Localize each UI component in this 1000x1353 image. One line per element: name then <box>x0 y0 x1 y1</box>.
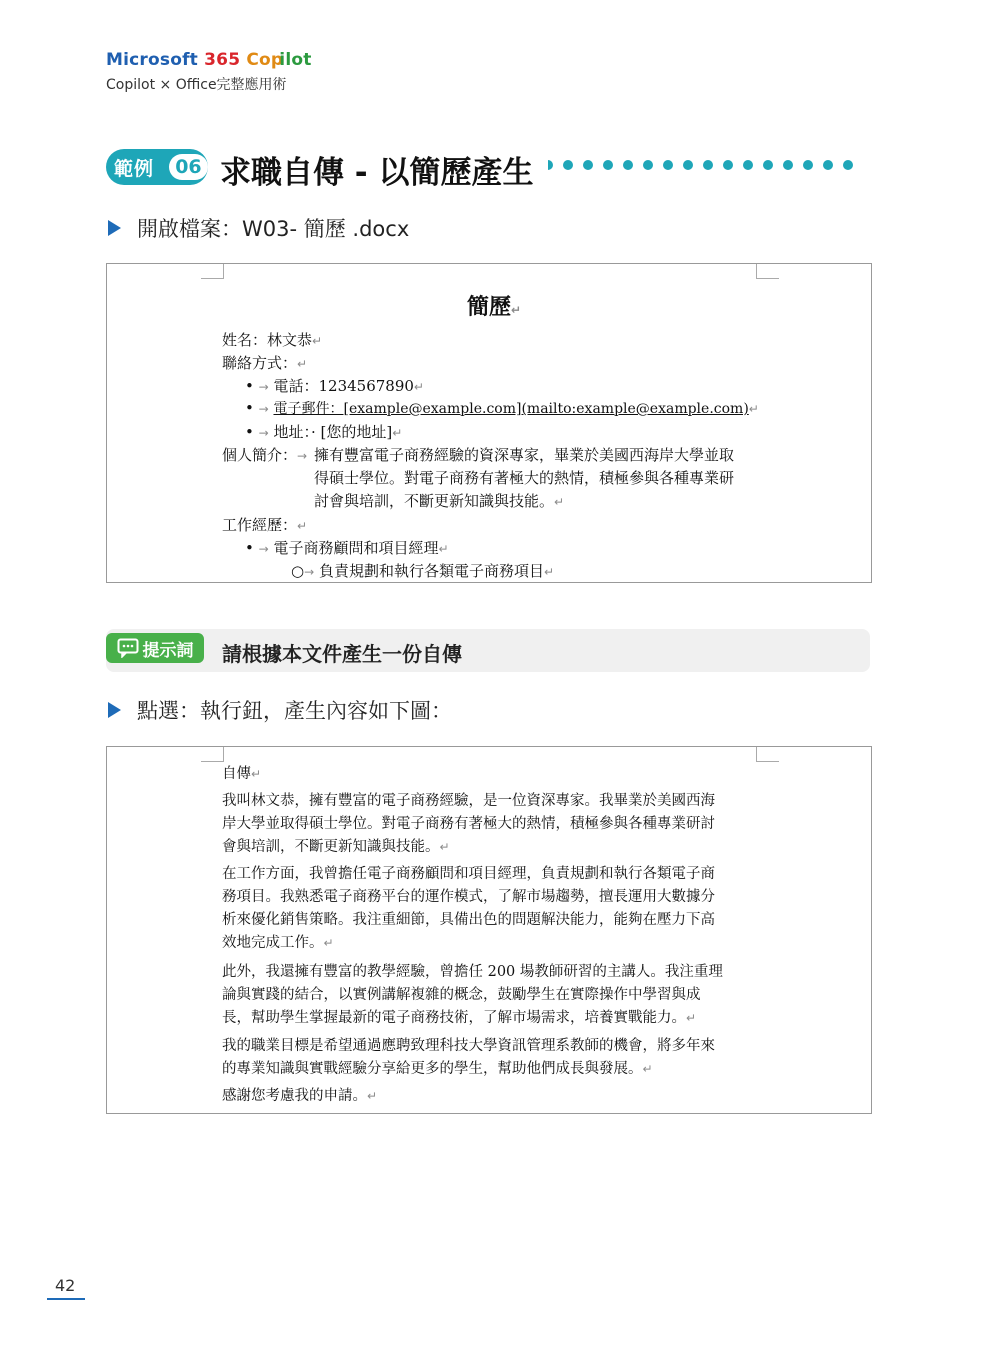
resume-contact-label: 聯絡方式：↵ <box>222 354 308 372</box>
example-badge <box>106 149 208 185</box>
page-number: 42 <box>55 1276 76 1295</box>
example-title: 求職自傳 - 以簡歷產生 <box>220 155 534 191</box>
email-link[interactable]: 電子郵件：[example@example.com](mailto:example@example.com) <box>273 401 749 417</box>
chat-bubble-icon <box>117 638 139 658</box>
example-badge-number: 06 <box>169 154 208 180</box>
prompt-badge <box>106 633 204 663</box>
book-title-365: 365 <box>204 50 241 70</box>
page-number-underline <box>47 1298 85 1300</box>
resume-work-label: 工作經歷：↵ <box>222 516 308 534</box>
book-subtitle: Copilot × Office完整應用術 <box>106 77 287 93</box>
book-title-microsoft: Microsoft <box>106 50 199 70</box>
resume-address-item: • → 地址：· [您的地址]↵ <box>245 423 403 441</box>
example-badge-label: 範例 <box>114 157 155 180</box>
resume-phone-item: • → 電話：1234567890↵ <box>245 377 424 395</box>
triangle-bullet-icon <box>108 220 121 236</box>
book-title-cop: Cop <box>246 50 284 70</box>
autobiography-document <box>106 746 872 1114</box>
step-open-file <box>108 213 409 243</box>
resume-name-line: 姓名：林文恭↵ <box>222 331 323 349</box>
prompt-badge-label: 提示詞 <box>142 640 194 661</box>
resume-profile-line-2: 得碩士學位。對電子商務有著極大的熱情，積極參與各種專業研 <box>314 469 735 487</box>
step-open-file-text: 開啟檔案：W03- 簡歷 .docx <box>137 217 410 241</box>
step-run-text: 點選：執行鈕，產生內容如下圖： <box>137 699 452 723</box>
resume-profile-line-1: 擁有豐富電子商務經驗的資深專家，畢業於美國西海岸大學並取 <box>314 446 735 464</box>
resume-job-desc-item: ○→ 負責規劃和執行各類電子商務項目↵ <box>291 562 555 580</box>
step-run <box>108 695 452 725</box>
autobiography-paragraph-4: 我的職業目標是希望通過應聘致理科技大學資訊管理系教師的機會，將多年來 的專業知識與實戰經驗分享給更多的學生，幫助他們成長與發展。↵ <box>222 1038 715 1077</box>
resume-profile-label: 個人簡介：→ <box>222 446 308 464</box>
autobiography-paragraph-2: 在工作方面，我曾擔任電子商務顧問和項目經理，負責規劃和執行各類電子商 務項目。我熟悉電子商務平台的運作模式，了解市場趨勢，擅長運用大數據分 析來優化銷售策略。我注重細節，具備出色的問題解決能力，能夠在壓力下高 效地完成工作。↵ <box>222 866 715 951</box>
book-title-ilot: ilot <box>279 50 312 70</box>
resume-title: 簡歷↵ <box>467 294 522 320</box>
autobiography-heading: 自傳↵ <box>222 766 262 782</box>
resume-document <box>106 263 872 583</box>
book-title <box>106 50 312 70</box>
autobiography-paragraph-1: 我叫林文恭，擁有豐富的電子商務經驗，是一位資深專家。我畢業於美國西海 岸大學並取得碩士學位。對電子商務有著極大的熱情，積極參與各種專業研討 會與培訓，不斷更新知識與技能。↵ <box>222 793 715 855</box>
autobiography-paragraph-3: 此外，我還擁有豐富的教學經驗，曾擔任 200 場教師研習的主講人。我注重理 論與實踐的結合，以實例講解複雜的概念，鼓勵學生在實際操作中學習與成 長，幫助學生掌握最新的電子商務技術，了解市場需求，培養實戰能力。↵ <box>222 964 723 1026</box>
resume-email-item: • → 電子郵件：[example@example.com](mailto:example@example.com)↵ <box>245 399 759 417</box>
triangle-bullet-icon <box>108 702 121 718</box>
autobiography-closing: 感謝您考慮我的申請。↵ <box>222 1088 378 1104</box>
resume-profile-line-3: 討會與培訓，不斷更新知識與技能。↵ <box>314 492 565 510</box>
resume-job-title-item: • → 電子商務顧問和項目經理↵ <box>245 539 449 557</box>
decorative-dots <box>548 160 853 170</box>
prompt-text: 請根據本文件產生一份自傳 <box>222 642 462 666</box>
prompt-bar <box>106 629 870 672</box>
